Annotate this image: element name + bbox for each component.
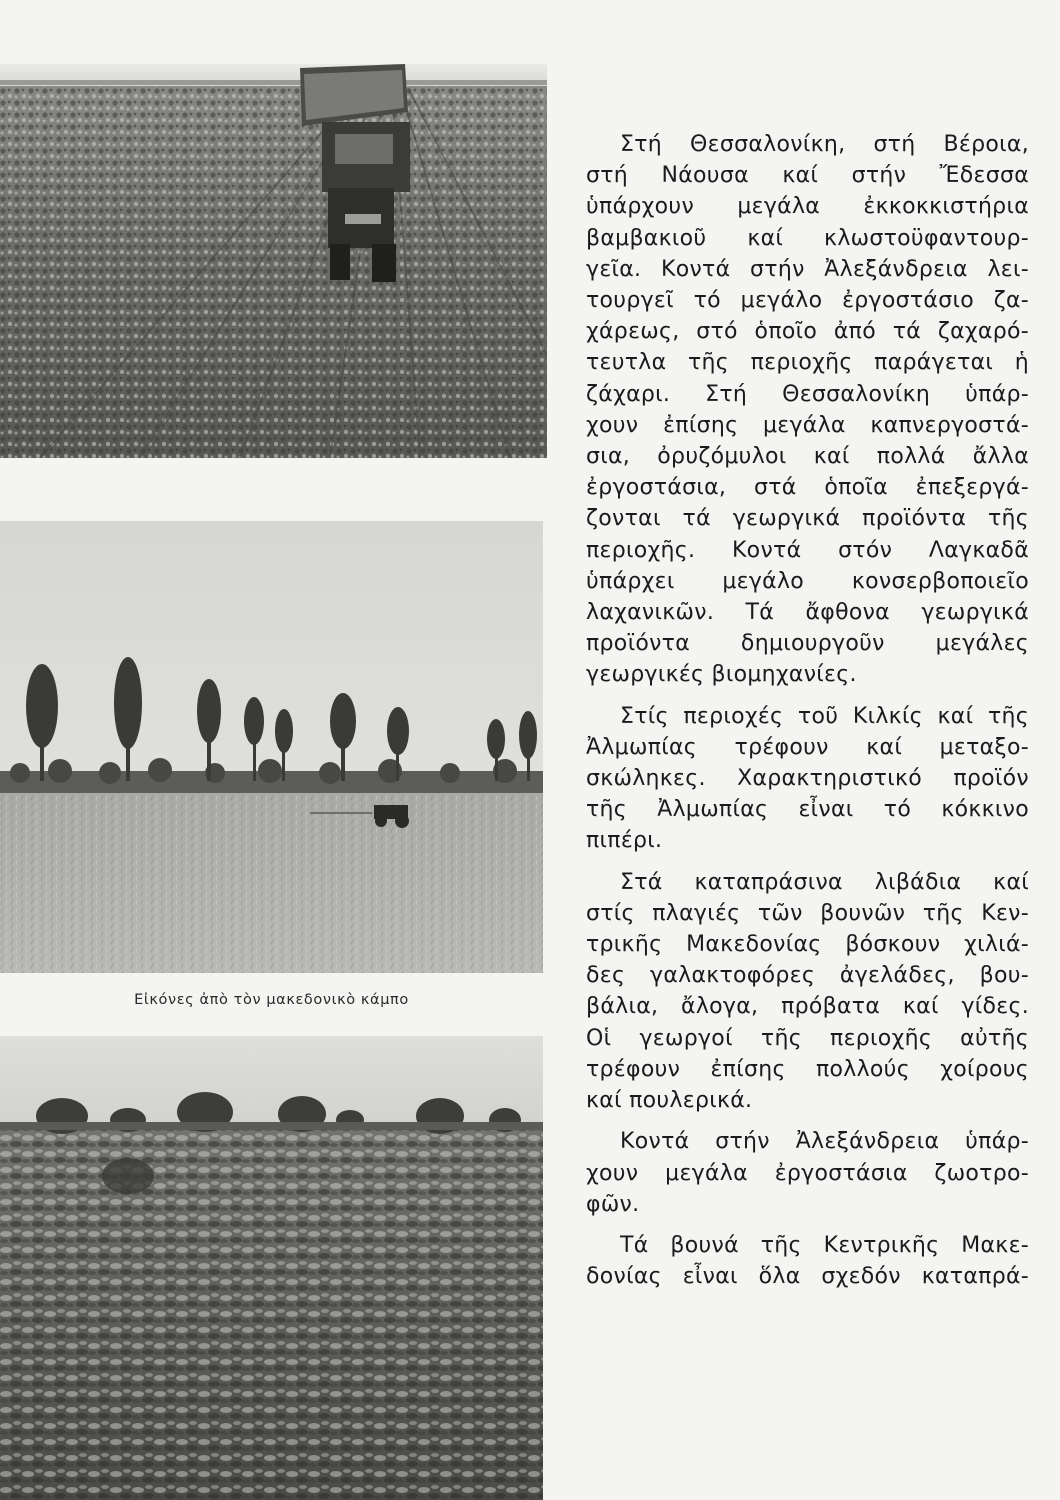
text-line: ὑπάρχουν μεγάλα ἐκκοκκιστήρια — [586, 194, 1029, 220]
poplar-field-photo — [0, 521, 543, 973]
text-line: πιπέρι. — [586, 828, 663, 854]
paragraph-livestock — [586, 867, 1029, 1117]
text-line: γεῖα. Κοντά στήν Ἀλεξάνδρεια λει- — [586, 256, 1029, 282]
text-line: σια, ὀρυζόμυλοι καί πολλά ἄλλα — [586, 444, 1029, 470]
text-line: φῶν. — [586, 1191, 640, 1217]
text-line: Στά καταπράσινα λιβάδια καί — [620, 869, 1029, 895]
text-line: καί πουλερικά. — [586, 1088, 753, 1114]
paragraph-feed-factories — [586, 1126, 1029, 1220]
text-line: τουργεῖ τό μεγάλο ἐργοστάσιο ζα- — [586, 288, 1029, 314]
photo-caption: Εἰκόνες ἀπὸ τὸν μακεδονικὸ κάμπο — [134, 992, 409, 1008]
text-line: ἐργοστάσια, στά ὁποῖα ἐπεξεργά- — [586, 475, 1029, 501]
text-line: δες γαλακτοφόρες ἀγελάδες, βου- — [586, 963, 1029, 989]
paragraph-industry — [586, 129, 1029, 691]
text-line: στή Νάουσα καί στήν Ἔδεσσα — [586, 163, 1029, 189]
text-line: ζάχαρι. Στή Θεσσαλονίκη ὑπάρ- — [586, 381, 1029, 407]
text-line: ὑπάρχει μεγάλο κονσερβοποιεῖο — [586, 568, 1029, 594]
text-line: Στίς περιοχές τοῦ Κιλκίς καί τῆς — [620, 703, 1029, 729]
text-line: βάλια, ἄλογα, πρόβατα καί γίδες. — [586, 994, 1029, 1020]
text-line: χουν ἐπίσης μεγάλα καπνεργοστά- — [586, 412, 1029, 438]
text-line: περιοχῆς. Κοντά στόν Λαγκαδᾶ — [586, 537, 1029, 563]
text-line: δονίας εἶναι ὅλα σχεδόν καταπρά- — [586, 1264, 1029, 1290]
text-line: τευτλα τῆς περιοχῆς παράγεται ἡ — [586, 350, 1029, 376]
text-line: τῆς Ἀλμωπίας εἶναι τό κόκκινο — [586, 797, 1029, 823]
text-line: Στή Θεσσαλονίκη, στή Βέροια, — [620, 132, 1029, 157]
text-line: Οἱ γεωργοί τῆς περιοχῆς αὐτῆς — [586, 1025, 1029, 1051]
text-line: Κοντά στήν Ἀλεξάνδρεια ὑπάρ- — [620, 1129, 1029, 1155]
text-line: χουν μεγάλα ἐργοστάσια ζωοτρο- — [586, 1160, 1029, 1186]
text-line: σκώληκες. Χαρακτηριστικό προϊόν — [586, 766, 1029, 792]
text-line: τρικῆς Μακεδονίας βόσκουν χιλιά- — [586, 932, 1029, 958]
text-line: χάρεως, στό ὁποῖο ἀπό τά ζαχαρό- — [586, 319, 1029, 345]
text-line: τρέφουν ἐπίσης πολλούς χοίρους — [586, 1056, 1029, 1082]
text-line: προϊόντα δημιουργοῦν μεγάλες — [586, 631, 1029, 657]
tobacco-field-photo — [0, 1036, 543, 1500]
text-line: Ἀλμωπίας τρέφουν καί μεταξο- — [586, 734, 1029, 760]
text-line: Τά βουνά τῆς Κεντρικῆς Μακε- — [620, 1232, 1029, 1258]
text-line: γεωργικές βιομηχανίες. — [586, 662, 857, 688]
text-line: λαχανικῶν. Τά ἄφθονα γεωργικά — [586, 600, 1029, 626]
body-text — [586, 129, 1029, 1292]
text-line: ζονται τά γεωργικά προϊόντα τῆς — [586, 506, 1029, 532]
paragraph-mountains — [586, 1230, 1029, 1292]
cotton-harvester-photo — [0, 64, 547, 458]
text-line: στίς πλαγιές τῶν βουνῶν τῆς Κεν- — [586, 900, 1029, 926]
text-line: βαμβακιοῦ καί κλωστοϋφαντουρ- — [586, 225, 1029, 251]
paragraph-silkworms — [586, 701, 1029, 857]
